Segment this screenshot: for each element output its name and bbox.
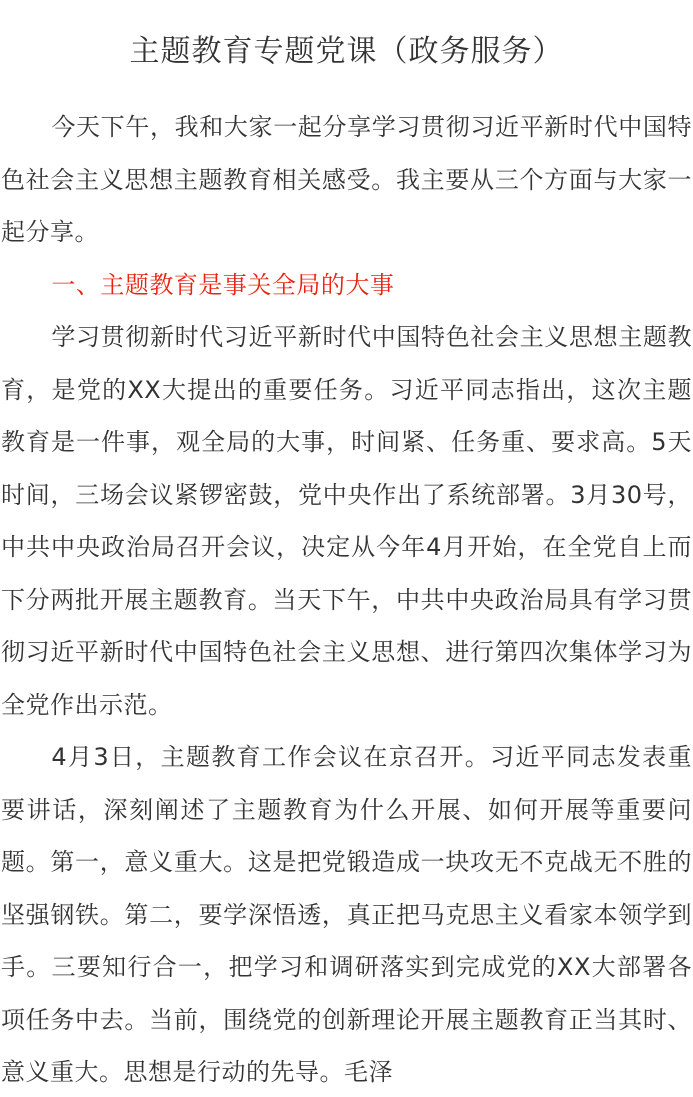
body-paragraph-2: 学习贯彻新时代习近平新时代中国特色社会主义思想主题教育，是党的XX大提出的重要任务。习近平同志指出，这次主题教育是一件事，观全局的大事，时间紧、任务重、要求高。5天时间，三场会议紧锣密鼓，党中央作出了系统部署。3月30号，中共中央政治局召开会议，决定从今年4月开始，在全党自上而下分两批开展主题教育。当天下午，中共中央政治局具有学习贯彻习近平新时代中国特色社会主义思想、进行第四次集体学习为全党作出示范。 (1, 323, 692, 719)
body-paragraph-1: 今天下午，我和大家一起分享学习贯彻习近平新时代中国特色社会主义思想主题教育相关感受。我主要从三个方面与大家一起分享。 (1, 113, 692, 246)
section-heading: 一、主题教育是事关全局的大事 (51, 270, 395, 299)
document-title: 主题教育专题党课（政务服务） (129, 34, 564, 69)
body-paragraph-3: 4月3日，主题教育工作会议在京召开。习近平同志发表重要讲话，深刻阐述了主题教育为什么开展、如何开展等重要问题。第一，意义重大。这是把党锻造成一块攻无不克战无不胜的坚强钢铁。第二，要学深悟透，真正把马克思主义看家本领学到手。三要知行合一，把学习和调研落实到完成党的XX大部署各项任务中去。当前，围绕党的创新理论开展主题教育正当其时、意义重大。思想是行动的先导。毛泽 (1, 743, 692, 1086)
document-body (1, 101, 692, 1097)
